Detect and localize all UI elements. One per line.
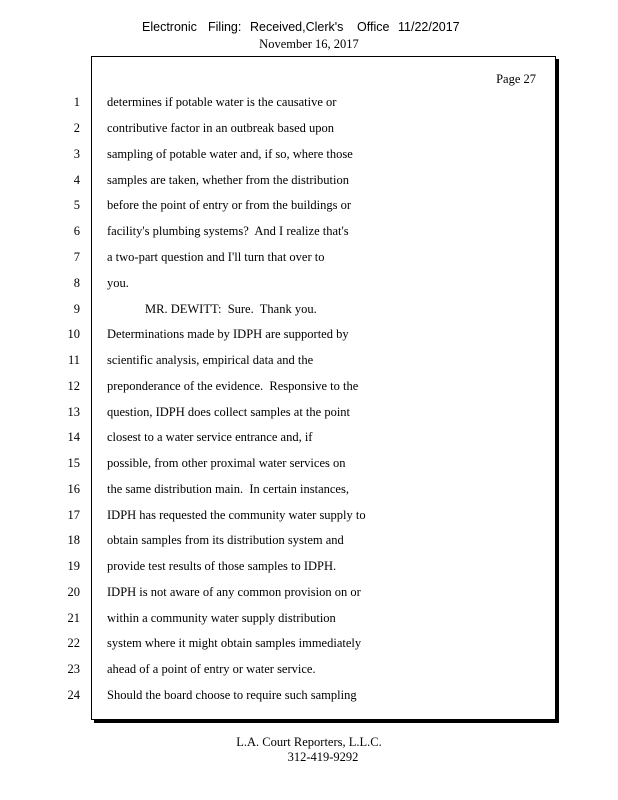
line-text: preponderance of the evidence. Responsive to the [107,379,359,393]
line-text: provide test results of those samples to IDPH. [107,559,337,573]
line-text: Determinations made by IDPH are supported by [107,327,349,341]
line-text: IDPH has requested the community water supply to [107,508,366,522]
footer-phone: 312-419-9292 [287,750,359,764]
line-number: 19 [67,559,80,573]
line-number: 24 [67,688,80,702]
line-number: 15 [67,456,80,470]
line-number: 23 [67,662,80,676]
line-number: 11 [67,353,80,367]
page-number: Page 27 [496,72,536,86]
filing-stamp [0,20,618,38]
filing-stamp-date: 11/22/2017 [398,20,460,34]
line-number: 13 [67,405,80,419]
filing-stamp-electronic: Electronic [142,20,197,34]
line-text: facility's plumbing systems? And I realize that's [107,224,349,238]
line-number: 1 [73,95,80,109]
line-number: 3 [73,147,80,161]
line-number: 7 [73,250,80,264]
filing-stamp-office: Office [357,20,390,34]
header-date: November 16, 2017 [259,37,359,51]
line-number: 2 [73,121,80,135]
line-text: scientific analysis, empirical data and the [107,353,314,367]
line-text: closest to a water service entrance and, if [107,430,313,444]
line-text: question, IDPH does collect samples at the point [107,405,351,419]
line-number: 6 [73,224,80,238]
line-number: 8 [73,276,80,290]
footer-company: L.A. Court Reporters, L.L.C. [236,735,382,749]
line-number: 17 [67,508,80,522]
line-text: within a community water supply distribution [107,611,336,625]
line-number: 12 [67,379,80,393]
line-number: 22 [67,636,80,650]
line-number: 5 [73,198,80,212]
filing-stamp-filing: Filing: [208,20,242,34]
line-number: 10 [67,327,80,341]
line-text: samples are taken, whether from the distribution [107,173,349,187]
line-text: system where it might obtain samples immediately [107,636,362,650]
line-number: 18 [67,533,80,547]
line-number: 4 [73,173,80,187]
line-text: obtain samples from its distribution system and [107,533,344,547]
line-text: the same distribution main. In certain instances, [107,482,349,496]
line-text: before the point of entry or from the buildings or [107,198,352,212]
filing-stamp-received: Received,Clerk's [250,20,344,34]
line-text: ahead of a point of entry or water service. [107,662,316,676]
line-text: sampling of potable water and, if so, where those [107,147,353,161]
line-number: 9 [73,302,80,316]
line-number: 16 [67,482,80,496]
line-number: 21 [67,611,80,625]
line-number: 14 [67,430,80,444]
line-text: a two-part question and I'll turn that over to [107,250,325,264]
line-text: determines if potable water is the causative or [107,95,337,109]
line-text: you. [107,276,129,290]
line-text: MR. DEWITT: Sure. Thank you. [145,302,317,316]
line-text: Should the board choose to require such sampling [107,688,357,702]
line-text: IDPH is not aware of any common provision on or [107,585,361,599]
line-number: 20 [67,585,80,599]
line-text: contributive factor in an outbreak based upon [107,121,335,135]
line-text: possible, from other proximal water services on [107,456,346,470]
